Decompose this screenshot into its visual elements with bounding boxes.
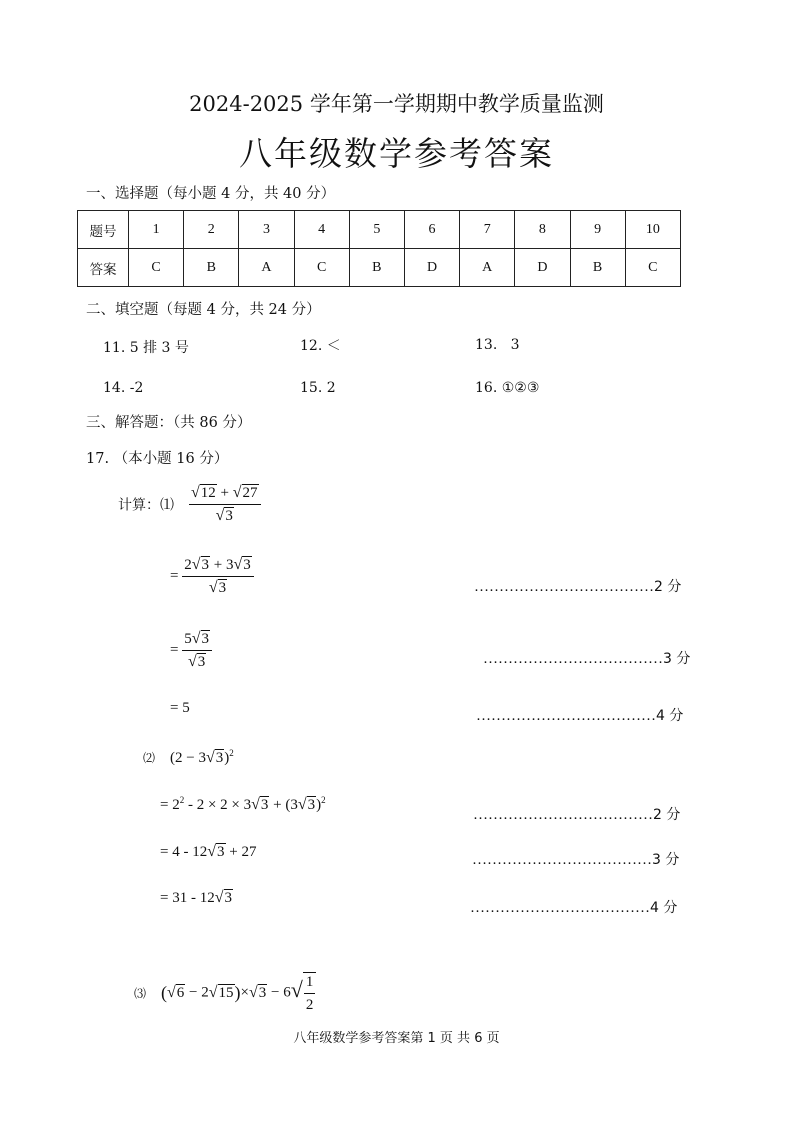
fill-number: 12. bbox=[300, 338, 323, 354]
score-line: ………………………………2 分 bbox=[474, 579, 682, 595]
row-label-answer: 答案 bbox=[78, 249, 129, 287]
calc-part1-step1: = $\frac{2√3 + 3√3}{√3}$ bbox=[170, 556, 254, 597]
table-row-numbers bbox=[78, 211, 681, 249]
section3-heading: 三、解答题：（共 86 分） bbox=[86, 415, 252, 431]
fill-item-12 bbox=[300, 335, 341, 355]
fill-number: 13. bbox=[475, 337, 498, 353]
score-line: ………………………………2 分 bbox=[473, 807, 681, 823]
table-cell: C bbox=[625, 249, 680, 287]
fill-answer: 2 bbox=[326, 380, 336, 396]
calc-part1-step2: = $\frac{5√3}{√3}$ bbox=[170, 630, 212, 671]
table-cell: B bbox=[184, 249, 239, 287]
answer-key-title: 八年级数学参考答案 bbox=[239, 134, 554, 173]
table-cell: 5 bbox=[349, 211, 404, 249]
denominator bbox=[214, 505, 236, 525]
fill-answer: ①②③ bbox=[501, 380, 540, 396]
table-row-answers bbox=[78, 249, 681, 287]
score-line: ………………………………4 分 bbox=[476, 708, 684, 724]
table-cell: 2 bbox=[184, 211, 239, 249]
fill-answer: 5 排 3 号 bbox=[129, 340, 189, 356]
section1-heading: 一、选择题（每小题 4 分，共 40 分） bbox=[86, 186, 336, 202]
table-cell: B bbox=[349, 249, 404, 287]
question-17-heading: 17. （本小题 16 分） bbox=[86, 451, 229, 467]
fill-item-13 bbox=[475, 337, 520, 353]
calc-part2-step2: = 4 - 12√3 + 27 bbox=[160, 843, 257, 860]
calc-part2-expression: ⑵ $(2 - 3√3)^2$ bbox=[143, 748, 234, 766]
fill-number: 16. bbox=[475, 380, 498, 396]
fill-item-14 bbox=[103, 380, 143, 396]
part-label: ⑶ bbox=[134, 986, 147, 1001]
fraction: $\frac{2√3 + 3√3}{√3}$ bbox=[182, 556, 254, 597]
section2-heading: 二、填空题（每题 4 分，共 24 分） bbox=[86, 302, 321, 318]
fill-number: 14. bbox=[103, 380, 126, 396]
table-cell: C bbox=[294, 249, 349, 287]
calc-part2-step3: = 31 - 12√3 bbox=[160, 889, 232, 906]
fill-item-16 bbox=[475, 380, 539, 396]
table-cell: 6 bbox=[404, 211, 459, 249]
calc-label: 计算：⑴ bbox=[118, 497, 174, 514]
fraction: $\frac{5√3}{√3}$ bbox=[182, 630, 212, 671]
sqrt-symbol: √27 bbox=[232, 484, 258, 501]
table-cell: A bbox=[239, 249, 294, 287]
calc-part1-step3: = 5 bbox=[170, 700, 190, 716]
fraction bbox=[189, 484, 261, 525]
answer-table bbox=[77, 210, 681, 287]
sqrt-symbol: √12 bbox=[191, 484, 216, 501]
sqrt-symbol: √3 bbox=[215, 507, 233, 524]
exam-title: 2024-2025 学年第一学期期中教学质量监测 bbox=[189, 92, 604, 116]
calc-part3-expression: ⑶ (√6 − 2√15)×√3 − 6√ $\frac{1}{2}$ bbox=[134, 972, 316, 1014]
fill-number: 15. bbox=[300, 380, 323, 396]
fill-answer: ＜ bbox=[326, 338, 341, 354]
table-cell: 8 bbox=[515, 211, 570, 249]
table-cell: 7 bbox=[460, 211, 515, 249]
fill-item-11 bbox=[103, 337, 189, 357]
fill-answer: -2 bbox=[129, 380, 144, 396]
fill-answer: 3 bbox=[510, 337, 520, 353]
table-cell: 3 bbox=[239, 211, 294, 249]
table-cell: A bbox=[460, 249, 515, 287]
fill-number: 11. bbox=[103, 340, 126, 356]
table-cell: B bbox=[570, 249, 625, 287]
score-line: ………………………………4 分 bbox=[470, 900, 678, 916]
table-cell: 4 bbox=[294, 211, 349, 249]
page-footer: 八年级数学参考答案第 1 页 共 6 页 bbox=[293, 1031, 500, 1046]
score-line: ………………………………3 分 bbox=[472, 852, 680, 868]
numerator: √12 + √27 bbox=[189, 484, 261, 505]
row-label-number: 题号 bbox=[78, 211, 129, 249]
table-cell: D bbox=[404, 249, 459, 287]
table-cell: D bbox=[515, 249, 570, 287]
table-cell: 1 bbox=[129, 211, 184, 249]
table-cell: 10 bbox=[625, 211, 680, 249]
table-cell: C bbox=[129, 249, 184, 287]
fill-item-15 bbox=[300, 380, 336, 396]
score-line: ………………………………3 分 bbox=[483, 651, 691, 667]
calc-part1-expression bbox=[118, 484, 261, 525]
calc-part2-step1: = $2^2 - 2 \times 2 \times 3√3 + (3√3)^2$ bbox=[160, 795, 326, 813]
table-cell: 9 bbox=[570, 211, 625, 249]
part-label: ⑵ bbox=[143, 751, 156, 765]
